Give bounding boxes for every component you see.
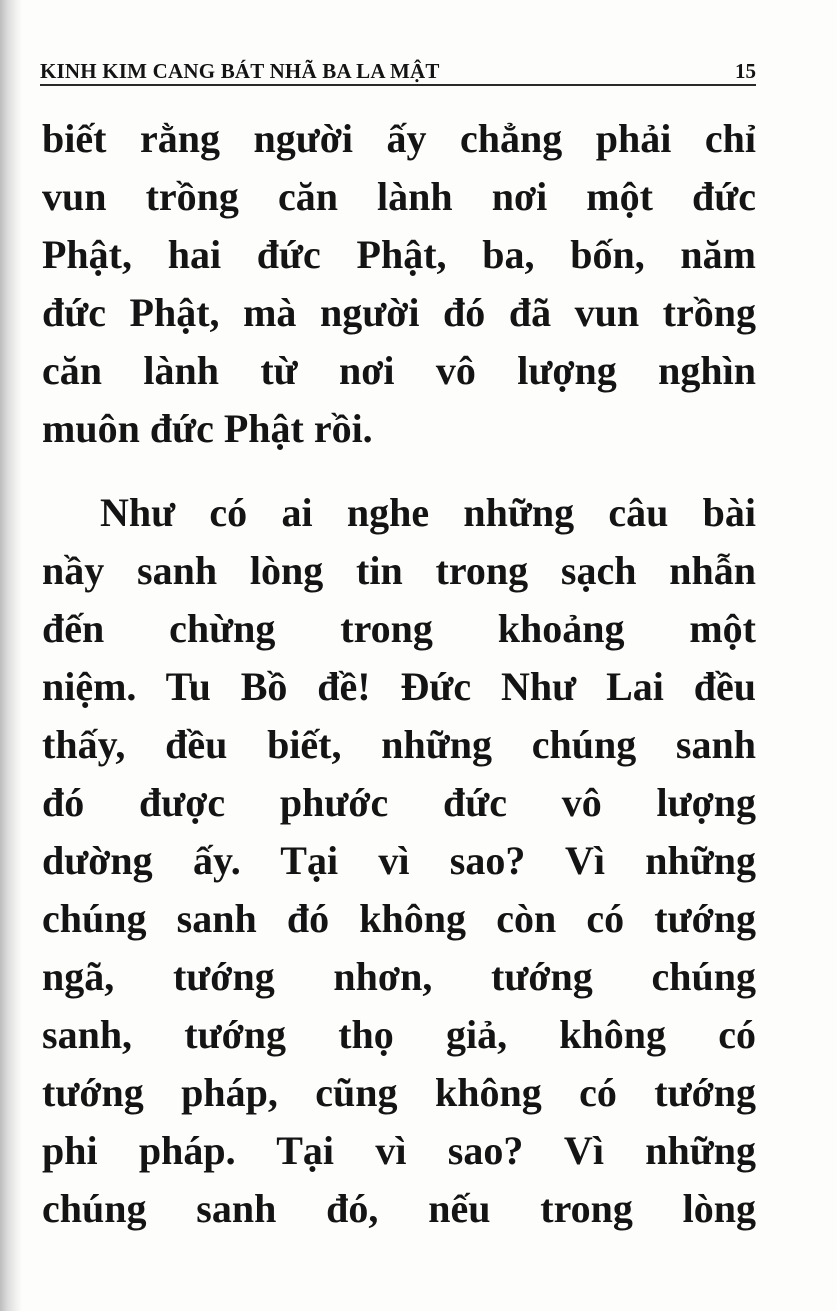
body-text bbox=[42, 110, 756, 1238]
paragraph-2 bbox=[42, 484, 756, 1238]
paragraph-1 bbox=[42, 110, 756, 458]
text-line: biết rằng người ấy chẳng phải chỉ bbox=[42, 116, 756, 161]
paragraph-gap bbox=[42, 458, 756, 484]
page-number: 15 bbox=[735, 59, 756, 83]
text-line: dường ấy. Tại vì sao? Vì những bbox=[42, 838, 756, 883]
text-line: Phật, hai đức Phật, ba, bốn, năm bbox=[42, 232, 756, 277]
text-line: niệm. Tu Bồ đề! Đức Như Lai đều bbox=[42, 664, 756, 709]
text-line: Như có ai nghe những câu bài bbox=[100, 490, 756, 535]
running-title: KINH KIM CANG BÁT NHÃ BA LA MẬT bbox=[40, 59, 440, 83]
text-line: tướng pháp, cũng không có tướng bbox=[42, 1070, 756, 1115]
running-header bbox=[40, 58, 756, 86]
text-line: nầy sanh lòng tin trong sạch nhẫn bbox=[42, 548, 756, 593]
text-line: chúng sanh đó không còn có tướng bbox=[42, 896, 756, 941]
text-line: thấy, đều biết, những chúng sanh bbox=[42, 722, 756, 767]
text-line: đức Phật, mà người đó đã vun trồng bbox=[42, 290, 756, 335]
text-line: đến chừng trong khoảng một bbox=[42, 606, 756, 651]
text-line: đó được phước đức vô lượng bbox=[42, 780, 756, 825]
text-line: sanh, tướng thọ giả, không có bbox=[42, 1012, 756, 1057]
text-line: chúng sanh đó, nếu trong lòng bbox=[42, 1186, 756, 1231]
text-line: phi pháp. Tại vì sao? Vì những bbox=[42, 1128, 756, 1173]
text-line: vun trồng căn lành nơi một đức bbox=[42, 174, 756, 219]
text-line: ngã, tướng nhơn, tướng chúng bbox=[42, 954, 756, 999]
text-line: muôn đức Phật rồi. bbox=[42, 406, 373, 451]
text-line: căn lành từ nơi vô lượng nghìn bbox=[42, 348, 756, 393]
page-gutter-shadow bbox=[0, 0, 22, 1311]
